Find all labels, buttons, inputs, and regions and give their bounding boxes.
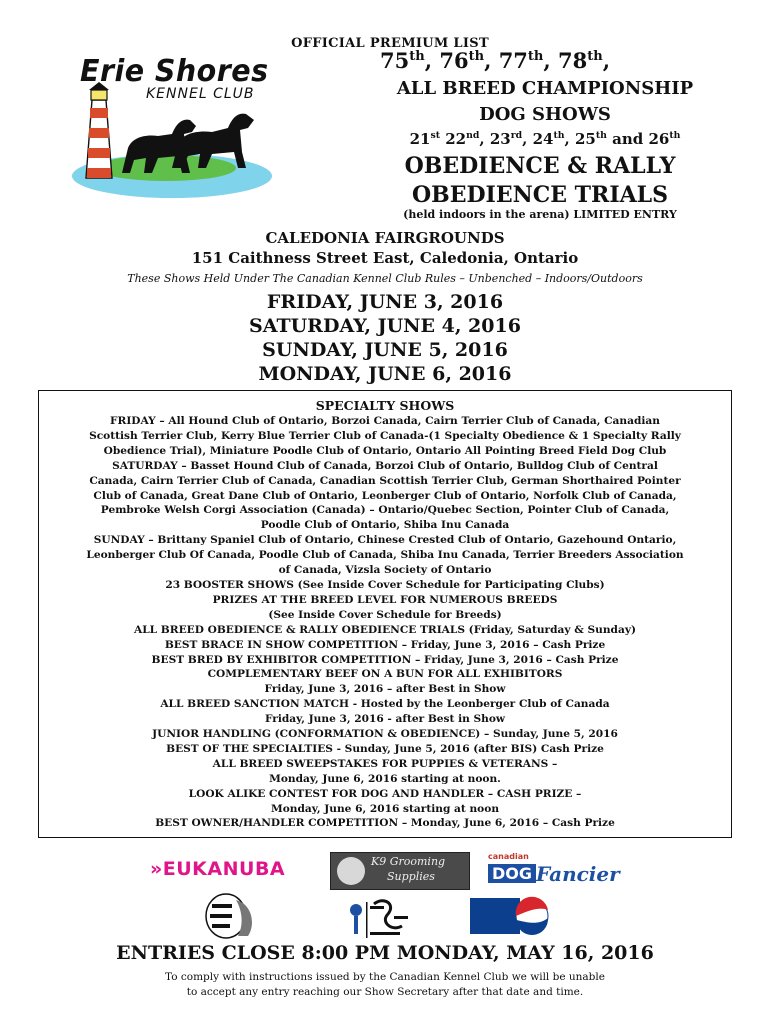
dog-fancier-logo: [488, 852, 620, 892]
club-logo: [62, 48, 302, 208]
all-breed-heading: ALL BREED CHAMPIONSHIP: [396, 78, 694, 99]
specialty-line: of Canada, Vizsla Society of Ontario: [278, 564, 492, 577]
specialty-line: (See Inside Cover Schedule for Breeds): [268, 608, 502, 621]
ordinal-suffix: st: [430, 130, 440, 141]
eukanuba-logo: »EUKANUBA: [150, 858, 286, 880]
specialty-list: [38, 414, 732, 831]
ordinal-separator: ,: [602, 48, 611, 73]
ordinal-suffix: th: [553, 130, 565, 141]
footer-note-line: To comply with instructions issued by the Canadian Kennel Club we will be unable: [165, 971, 605, 983]
k9-top-text: K9 Grooming: [371, 855, 446, 868]
specialty-line: Leonberger Club Of Canada, Poodle Club of Canada, Shiba Inu Canada, Terrier Breeders Association: [86, 549, 684, 562]
ordinal-separator: ,: [564, 130, 575, 148]
ordinal-number: 21: [409, 130, 431, 148]
entries-close: ENTRIES CLOSE 8:00 PM MONDAY, MAY 16, 2016: [116, 942, 654, 964]
obedience-line-2: OBEDIENCE TRIALS: [411, 182, 669, 208]
ordinal-suffix: th: [409, 49, 425, 64]
ordinal-separator: ,: [479, 130, 490, 148]
specialty-line: BEST OF THE SPECIALTIES - Sunday, June 5, 2016 (after BIS) Cash Prize: [166, 742, 604, 755]
logo-subtitle: KENNEL CLUB: [146, 86, 255, 102]
dog-fancier-dog: DOG: [488, 864, 536, 883]
specialty-line: JUNIOR HANDLING (CONFORMATION & OBEDIENCE) – Sunday, June 5, 2016: [152, 728, 618, 741]
k9-bottom-text: Supplies: [387, 870, 435, 883]
specialty-line: BEST BRACE IN SHOW COMPETITION – Friday, June 3, 2016 – Cash Prize: [164, 638, 606, 651]
specialty-line: SUNDAY – Brittany Spaniel Club of Ontario, Chinese Crested Club of Ontario, Gazehound Ontario,: [93, 534, 677, 547]
specialty-line: Friday, June 3, 2016 – after Best in Show: [264, 683, 506, 696]
specialty-line: ALL BREED SWEEPSTAKES FOR PUPPIES & VETERANS –: [212, 757, 558, 770]
ordinal-number: 76: [439, 48, 469, 73]
venue-address: 151 Caithness Street East, Caledonia, Ontario: [191, 249, 579, 267]
rules-note: These Shows Held Under The Canadian Kennel Club Rules – Unbenched – Indoors/Outdoors: [127, 272, 643, 285]
specialty-line: SATURDAY – Basset Hound Club of Canada, Borzoi Club of Ontario, Bulldog Club of Central: [112, 459, 658, 472]
specialty-line: Friday, June 3, 2016 - after Best in Show: [264, 713, 506, 726]
grit-line-logo: [196, 890, 262, 940]
specialty-line: Monday, June 6, 2016 starting at noon: [270, 802, 500, 815]
specialty-title: SPECIALTY SHOWS: [315, 398, 455, 413]
ordinal-separator: ,: [543, 48, 559, 73]
obedience-heading: [360, 152, 720, 210]
specialty-line: Canada, Cairn Terrier Club of Canada, Canadian Scottish Terrier Club, German Shorthaired Pointer: [89, 474, 681, 487]
show-days: [0, 290, 770, 386]
specialty-line: FRIDAY – All Hound Club of Ontario, Borzoi Canada, Cairn Terrier Club of Canada, Canadian: [110, 415, 660, 427]
pepsi-logo: [470, 896, 550, 936]
specialty-line: ALL BREED SANCTION MATCH - Hosted by the Leonberger Club of Canada: [160, 698, 610, 711]
ordinal-number: 78: [558, 48, 588, 73]
show-day: MONDAY, JUNE 6, 2016: [258, 363, 512, 385]
ordinal-separator: and: [606, 130, 649, 148]
dog-fancier-top: canadian: [488, 852, 529, 861]
venue-name: CALEDONIA FAIRGROUNDS: [265, 229, 505, 247]
specialty-line: BEST OWNER/HANDLER COMPETITION – Monday, June 6, 2016 – Cash Prize: [155, 817, 615, 830]
show-day: FRIDAY, JUNE 3, 2016: [266, 291, 504, 313]
ordinal-number: 25: [574, 130, 596, 148]
ordinal-suffix: th: [587, 49, 603, 64]
show-day: SATURDAY, JUNE 4, 2016: [249, 315, 521, 337]
specialty-line: PRIZES AT THE BREED LEVEL FOR NUMEROUS BREEDS: [212, 593, 558, 606]
grit-line-icon: [196, 890, 262, 940]
logo-club-name: Erie Shores: [80, 54, 269, 89]
premium-list-label: OFFICIAL PREMIUM LIST: [291, 36, 489, 51]
dog-shows-heading: DOG SHOWS: [479, 104, 611, 125]
ordinal-separator: ,: [484, 48, 499, 73]
ordinal-separator: ,: [424, 48, 440, 73]
show-dog-supplies-icon: [344, 896, 424, 942]
specialty-line: Poodle Club of Ontario, Shiba Inu Canada: [260, 519, 510, 532]
ordinal-suffix: rd: [510, 130, 523, 141]
ordinal-suffix: th: [527, 49, 544, 64]
specialty-line: Obedience Trial), Miniature Poodle Club of Ontario, Ontario All Pointing Breed Field Dog Club: [103, 444, 667, 457]
specialty-line: ALL BREED OBEDIENCE & RALLY OBEDIENCE TRIALS (Friday, Saturday & Sunday): [134, 623, 636, 636]
specialty-line: LOOK ALIKE CONTEST FOR DOG AND HANDLER – CASH PRIZE –: [188, 787, 582, 800]
show-dates-line: [370, 130, 720, 148]
ordinal-number: 24: [532, 130, 554, 148]
ordinal-number: 26: [648, 130, 670, 148]
ordinal-number: 75: [380, 48, 410, 73]
footer-note: [0, 970, 770, 1000]
dog-icon: [337, 857, 365, 885]
venue: [0, 228, 770, 268]
specialty-line: COMPLEMENTARY BEEF ON A BUN FOR ALL EXHIBITORS: [207, 668, 563, 681]
ordinal-number: 77: [498, 48, 528, 73]
specialty-line: BEST BRED BY EXHIBITOR COMPETITION – Friday, June 3, 2016 – Cash Prize: [151, 653, 619, 666]
ordinal-suffix: th: [669, 130, 681, 141]
dog-fancier-word: Fancier: [536, 862, 620, 886]
footer-note-line: to accept any entry reaching our Show Secretary after that date and time.: [186, 986, 584, 998]
ordinal-suffix: nd: [466, 130, 480, 141]
ordinal-suffix: th: [595, 130, 607, 141]
pepsi-globe-icon: [470, 896, 550, 936]
ordinal-separator: ,: [522, 130, 533, 148]
obedience-line-1: OBEDIENCE & RALLY: [404, 153, 676, 179]
specialty-line: 23 BOOSTER SHOWS (See Inside Cover Schedule for Participating Clubs): [165, 578, 605, 591]
show-day: SUNDAY, JUNE 5, 2016: [262, 339, 508, 361]
k9-grooming-logo: [330, 852, 470, 890]
ordinal-number: 23: [489, 130, 511, 148]
ordinal-number: 22: [445, 130, 467, 148]
specialty-line: Scottish Terrier Club, Kerry Blue Terrier Club of Canada-(1 Specialty Obedience & 1 Specialty Rally: [89, 429, 681, 442]
specialty-line: Club of Canada, Great Dane Club of Ontario, Leonberger Club of Ontario, Norfolk Club of Canada,: [93, 489, 677, 502]
limited-entry-note: (held indoors in the arena) LIMITED ENTRY: [403, 208, 677, 221]
ordinal-suffix: th: [468, 49, 485, 64]
show-dog-supplies-logo: [344, 896, 424, 942]
specialty-line: Monday, June 6, 2016 starting at noon.: [269, 772, 501, 785]
show-numbers: [380, 48, 700, 73]
specialty-line: Pembroke Welsh Corgi Association (Canada) – Ontario/Quebec Section, Pointer Club of Canada,: [100, 504, 670, 517]
